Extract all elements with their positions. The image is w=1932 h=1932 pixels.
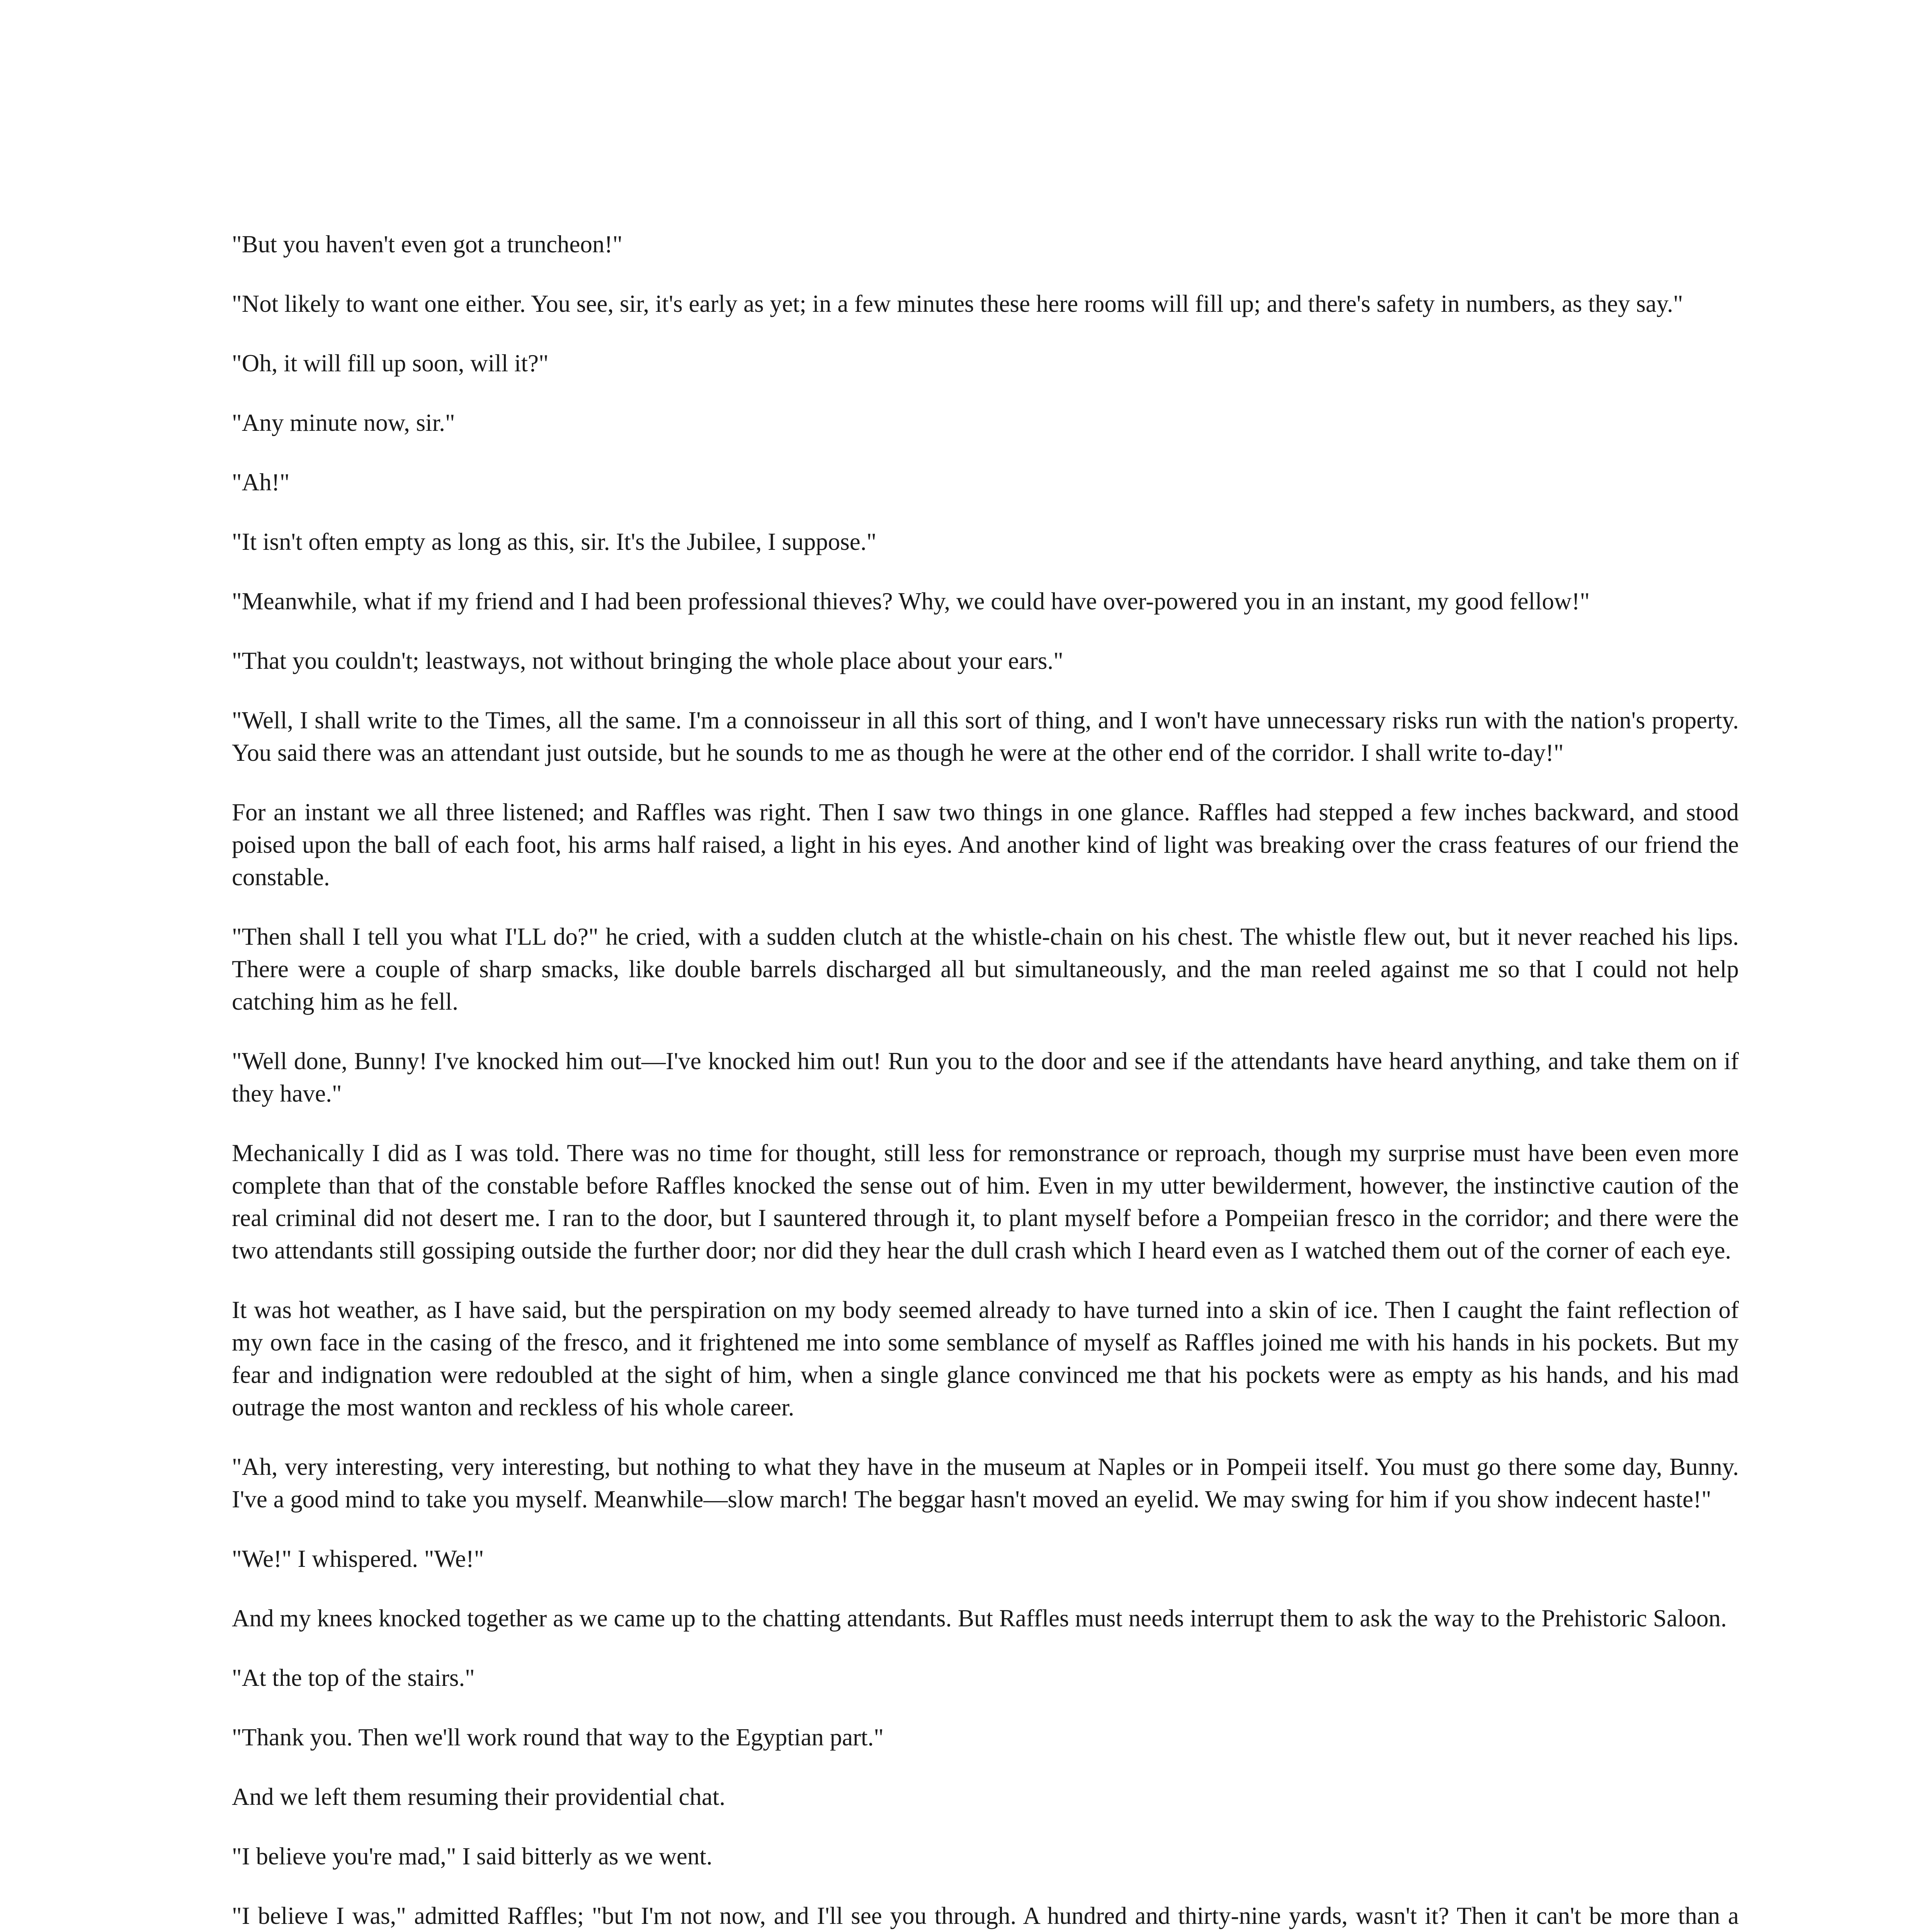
- paragraph: Mechanically I did as I was told. There was no time for thought, still less for remonstrance or reproach, though my surprise must have been even more complete than that of the constable before Raffles knocked the sense out of him. Even in my utter bewilderment, however, the instinctive caution of the real criminal did not desert me. I ran to the door, but I sauntered through it, to plant myself before a Pompeiian fresco in the corridor; and there were the two attendants still gossiping outside the further door; nor did they hear the dull crash which I heard even as I watched them out of the corner of each eye.: [232, 1139, 1739, 1264]
- paragraph: And we left them resuming their providential chat.: [232, 1783, 726, 1810]
- paragraph: "Any minute now, sir.": [232, 409, 455, 436]
- paragraph: "Well, I shall write to the Times, all the same. I'm a connoisseur in all this sort of thing, and I won't have unnecessary risks run with the nation's property. You said there was an attendant just outside, but he sounds to me as though he were at the other end of the corridor. I shall write to-day!": [232, 707, 1739, 766]
- story-text: [232, 228, 1739, 1932]
- paragraph: "Then shall I tell you what I'LL do?" he cried, with a sudden clutch at the whistle-chain on his chest. The whistle flew out, but it never reached his lips. There were a couple of sharp smacks, like double barrels discharged all but simultaneously, and the man reeled against me so that I could not help catching him as he fell.: [232, 923, 1739, 1015]
- paragraph: "It isn't often empty as long as this, sir. It's the Jubilee, I suppose.": [232, 528, 877, 555]
- paragraph: "Well done, Bunny! I've knocked him out—I've knocked him out! Run you to the door and see if the attendants have heard anything, and take them on if they have.": [232, 1048, 1739, 1107]
- paragraph: "We!" I whispered. "We!": [232, 1545, 484, 1572]
- paragraph: "I believe I was," admitted Raffles; "but I'm not now, and I'll see you through. A hundred and thirty-nine yards, wasn't it? Then it can't be more than a: [232, 1902, 1739, 1929]
- paragraph: "Ah!": [232, 469, 290, 496]
- paragraph: For an instant we all three listened; and Raffles was right. Then I saw two things in one glance. Raffles had stepped a few inches backward, and stood poised upon the ball of each foot, his arms half raised, a light in his eyes. And another kind of light was breaking over the crass features of our friend the constable.: [232, 799, 1739, 891]
- paragraph: "Meanwhile, what if my friend and I had been professional thieves? Why, we could have over-powered you in an instant, my good fellow!": [232, 588, 1590, 615]
- paragraph: "At the top of the stairs.": [232, 1664, 475, 1691]
- paragraph: It was hot weather, as I have said, but the perspiration on my body seemed already to have turned into a skin of ice. Then I caught the faint reflection of my own face in the casing of the fresco, and it frightened me into some semblance of myself as Raffles joined me with his hands in his pockets. But my fear and indignation were redoubled at the sight of him, when a single glance convinced me that his pockets were as empty as his hands, and his mad outrage the most wanton and reckless of his whole career.: [232, 1296, 1739, 1421]
- paragraph: "But you haven't even got a truncheon!": [232, 231, 623, 258]
- paragraph: "I believe you're mad," I said bitterly as we went.: [232, 1843, 713, 1870]
- paragraph: "Thank you. Then we'll work round that way to the Egyptian part.": [232, 1724, 884, 1751]
- paragraph: "Not likely to want one either. You see, sir, it's early as yet; in a few minutes these here rooms will fill up; and there's safety in numbers, as they say.": [232, 290, 1683, 317]
- paragraph: "Ah, very interesting, very interesting, but nothing to what they have in the museum at Naples or in Pompeii itself. You must go there some day, Bunny. I've a good mind to take you myself. Meanwhile—slow march! The beggar hasn't moved an eyelid. We may swing for him if you show indecent haste!": [232, 1453, 1739, 1513]
- paragraph: And my knees knocked together as we came up to the chatting attendants. But Raffles must needs interrupt them to ask the way to the Prehistoric Saloon.: [232, 1605, 1727, 1632]
- paragraph: "That you couldn't; leastways, not without bringing the whole place about your ears.": [232, 647, 1063, 674]
- paragraph: "Oh, it will fill up soon, will it?": [232, 350, 549, 377]
